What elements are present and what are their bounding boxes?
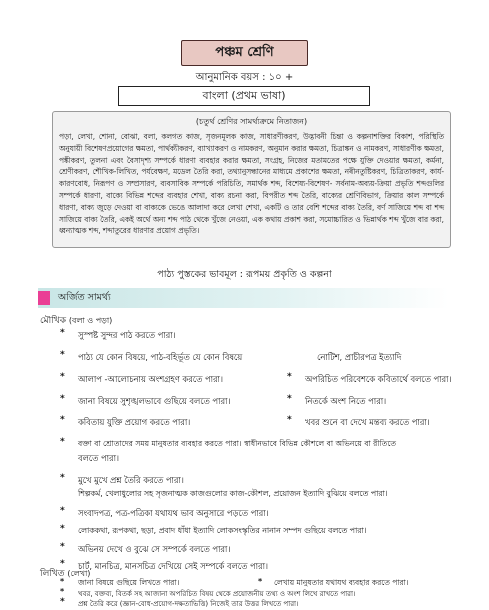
bullet-icon: * [60, 597, 65, 607]
bullet-icon: * [258, 577, 263, 586]
bullet-icon: * [287, 394, 292, 404]
oral-item-10-cont: শিল্পকর্ম, খেলাধুলোর সহ সৃজনাত্মক কাজগুলোর কাজ-কৌশল, প্রয়োজন ইত্যাদি বুঝিয়ে বলতে পারা। [78, 489, 388, 498]
oral-item-8: খবর শুনে বা দেখে মন্তব্য করতে পারা। [305, 417, 430, 427]
oral-heading-label: মৌখিক [40, 316, 67, 326]
oral-item-12: লোককথা, রূপকথা, ছড়া, প্রবাদ ধাঁধা ইত্যাদি লোকসংস্কৃতির নানান সম্পদ গুছিয়ে বলতে পারা। [78, 526, 367, 535]
bullet-icon: * [60, 437, 65, 447]
section-marker [38, 291, 50, 305]
oral-item-10: মুখে মুখে প্রশ্ন তৈরি করতে পারা। [78, 475, 184, 485]
subject-title: বাংলা (প্রথম ভাষা) [118, 86, 370, 106]
oral-item-13: অভিনয় দেখে ও বুঝে সে সম্পর্কে বলতে পারা। [78, 544, 231, 554]
class-title: পঞ্চম শ্রেণি [181, 40, 308, 66]
bullet-icon: * [60, 577, 65, 586]
bullet-icon: * [60, 542, 65, 552]
summary-title: (চতুর্থ শ্রেণির সামর্থ্যক্রমে নিতাজন) [195, 117, 308, 126]
section-header [38, 288, 449, 308]
bullet-icon: * [287, 415, 292, 425]
bullet-icon: * [60, 394, 65, 404]
oral-item-9: বক্তা বা শ্রোতাদের সময় মানুষতার ব্যবহার করতে পারা। স্বাধীনভাবে বিভিন্ন কৌশলে বা অভিনয়ে বা রীতিতে [78, 439, 397, 448]
summary-text: পড়া, লেখা, শোনা, বোঝা, বলা, কলগত কাজ, সৃজনমূলক কাজ, সাধারণীকরণ, উদ্ভাবনী চিন্তা ও কল্পনাশক্তির বিকাশ, পরিস্থিতি অনুযায়ী বিশেষণপ্রয়োগের ক্ষমতা, পার্থক্যীকরণ, ব্যাখ্যাকরণ ও নামকরণ, অনুমান করার ক্ষমতা, চিত্রাঙ্কন ও নামকরণ, সাধারণীক ক্ষমতা, পঙ্কীকরণ, তুলনা এবং বৈসাদৃশ্য সম্পর্কে ধারণা ব্যবহার করার ক্ষমতা, সংগ্রহ, নিজের মতামতের পক্ষে যুক্তি দেওয়ার ক্ষমতা, কর্মনা, শ্রেণীকরণ, শৌখিক-লিখিত, পর্যবেক্ষণ, মডেল তৈরি করা, তথ্যানুসন্ধানের মাধ্যমে প্রকাশের ক্ষমতা, নৰীনতুষ্টিকরণ, চিত্রিতাকরণ, কার্য-কারণবোধ, নিরূপণ ও সম্প্রসারণ, ব্যবসাবিক সম্পর্কে পরিচিতি, সমার্থক শব্দ, বিশেষ্য-বিশেষণ- সর্বনাম-অব্যয়-ক্রিয়া প্রভৃতি শব্দগুলির সম্পর্কে ধারণা, বাক্যে বিভিন্ন শব্দের ব্যবহার শেখা, বাক্য রচনা করা, বিপরীত শব্দ তৈরি, বাক্যের শ্রেণিবিভাগ, ক্রিয়ার কাল সম্পর্কে ধারণা, বাক্য জুড়ে দেওয়া বা বাক্যকে ভেঙে আলাদা করে লেখা শেখা, একটি ও তার বেশি শব্দের বাক্য তৈরি, বর্ণ সাজিয়ে শব্দ বা শব্দ সাজিয়ে বাক্য তৈরি, একই অর্থে অন্য শব্দ পাঠ থেকে খুঁজে নেওয়া, এক কথায় প্রকাশ করা, সমোচ্চারিত ও ভিন্নার্থক শব্দ খুঁজে বার করা, ধ্বন্যাত্মক শব্দ, শব্দাতুরের ধারণার প্রয়োগ প্রভৃতি। [59, 132, 444, 236]
bullet-icon: * [60, 372, 65, 382]
oral-item-2: পাঠ্য যে কোন বিষয়ে, পাঠ-বহির্ভূত যে কোন বিষয়ে [78, 352, 243, 362]
bullet-icon: * [60, 559, 65, 569]
oral-heading [40, 313, 112, 328]
written-heading-label: লিখিত [40, 569, 65, 579]
written-item-2: লেখায় মানুষতার যথাযথ ব্যবহার করতে পারা। [274, 578, 409, 587]
oral-item-11: সংবাদপত্র, পত্র-পত্রিকা যথাযথ ভাব অনুসারে পড়তে পারা। [78, 508, 269, 518]
oral-item-5: জানা বিষয়ে সুশৃঙ্খলভাবে গুছিয়ে বলতে পারা। [78, 396, 231, 406]
oral-item-9-cont: বলতে পারা। [78, 453, 119, 463]
oral-item-6: নিতর্কে অংশ নিতে পারা। [305, 396, 387, 406]
bullet-icon: * [60, 524, 65, 534]
bullet-icon: * [60, 328, 65, 338]
oral-item-4: অপরিচিত পরিবেশকে কবিতার্থে বলতে পারা। [305, 374, 452, 384]
written-item-4: প্রশ্ন তৈরি করে (জ্ঞান-বোধ-প্রয়োগ-দক্ষতাভিত্তি) নিজেই তার উত্তর লিখতে পারা। [78, 600, 299, 608]
oral-heading-sub: (বলা ও পড়া) [68, 316, 113, 325]
oral-item-3: আলাপ -আলোচনায় অংশগ্রহণ করতে পারা। [78, 374, 223, 384]
section-title: অর্জিত সামর্থ্য [58, 292, 111, 303]
oral-item-2-cont: নোটিশ, প্রাচীরপত্র ইত্যাদি [317, 352, 402, 362]
oral-item-7: কবিতায় যুক্তি প্রয়োগ করতে পারা। [78, 417, 191, 427]
bullet-icon: * [60, 506, 65, 516]
oral-item-14: চার্ট, মানচিত্র, মানসচিত্র দেখিয়ে সেই সম্পর্কে বলতে পারা। [78, 561, 268, 571]
age-label: আনুমানিক বয়স : ১০ + [195, 72, 294, 83]
summary-box [52, 111, 451, 248]
bullet-icon: * [60, 473, 65, 483]
bullet-icon: * [60, 350, 65, 360]
bullet-icon: * [287, 372, 292, 382]
written-item-3: খবর, বক্তব্য, বিতর্ক সহ আজানা অপরিচিত বিষয় থেকে প্রয়োজনীয় তথ্য ও অংশ লিখে রাখতে পারা। [78, 590, 356, 598]
bullet-icon: * [60, 415, 65, 425]
textbook-theme: পাঠ্য পুস্তকের ভাবমূল : রূপময় প্রকৃতি ও কল্পনা [157, 269, 332, 280]
oral-item-1: সুস্পষ্ট সুন্দর পাঠ করতে পারা। [78, 330, 176, 340]
written-item-1: জানা বিষয়ে গুছিয়ে লিখতে পারা। [78, 578, 180, 587]
written-heading-sub: (লেখা) [67, 569, 91, 578]
bullet-icon: * [60, 587, 65, 596]
